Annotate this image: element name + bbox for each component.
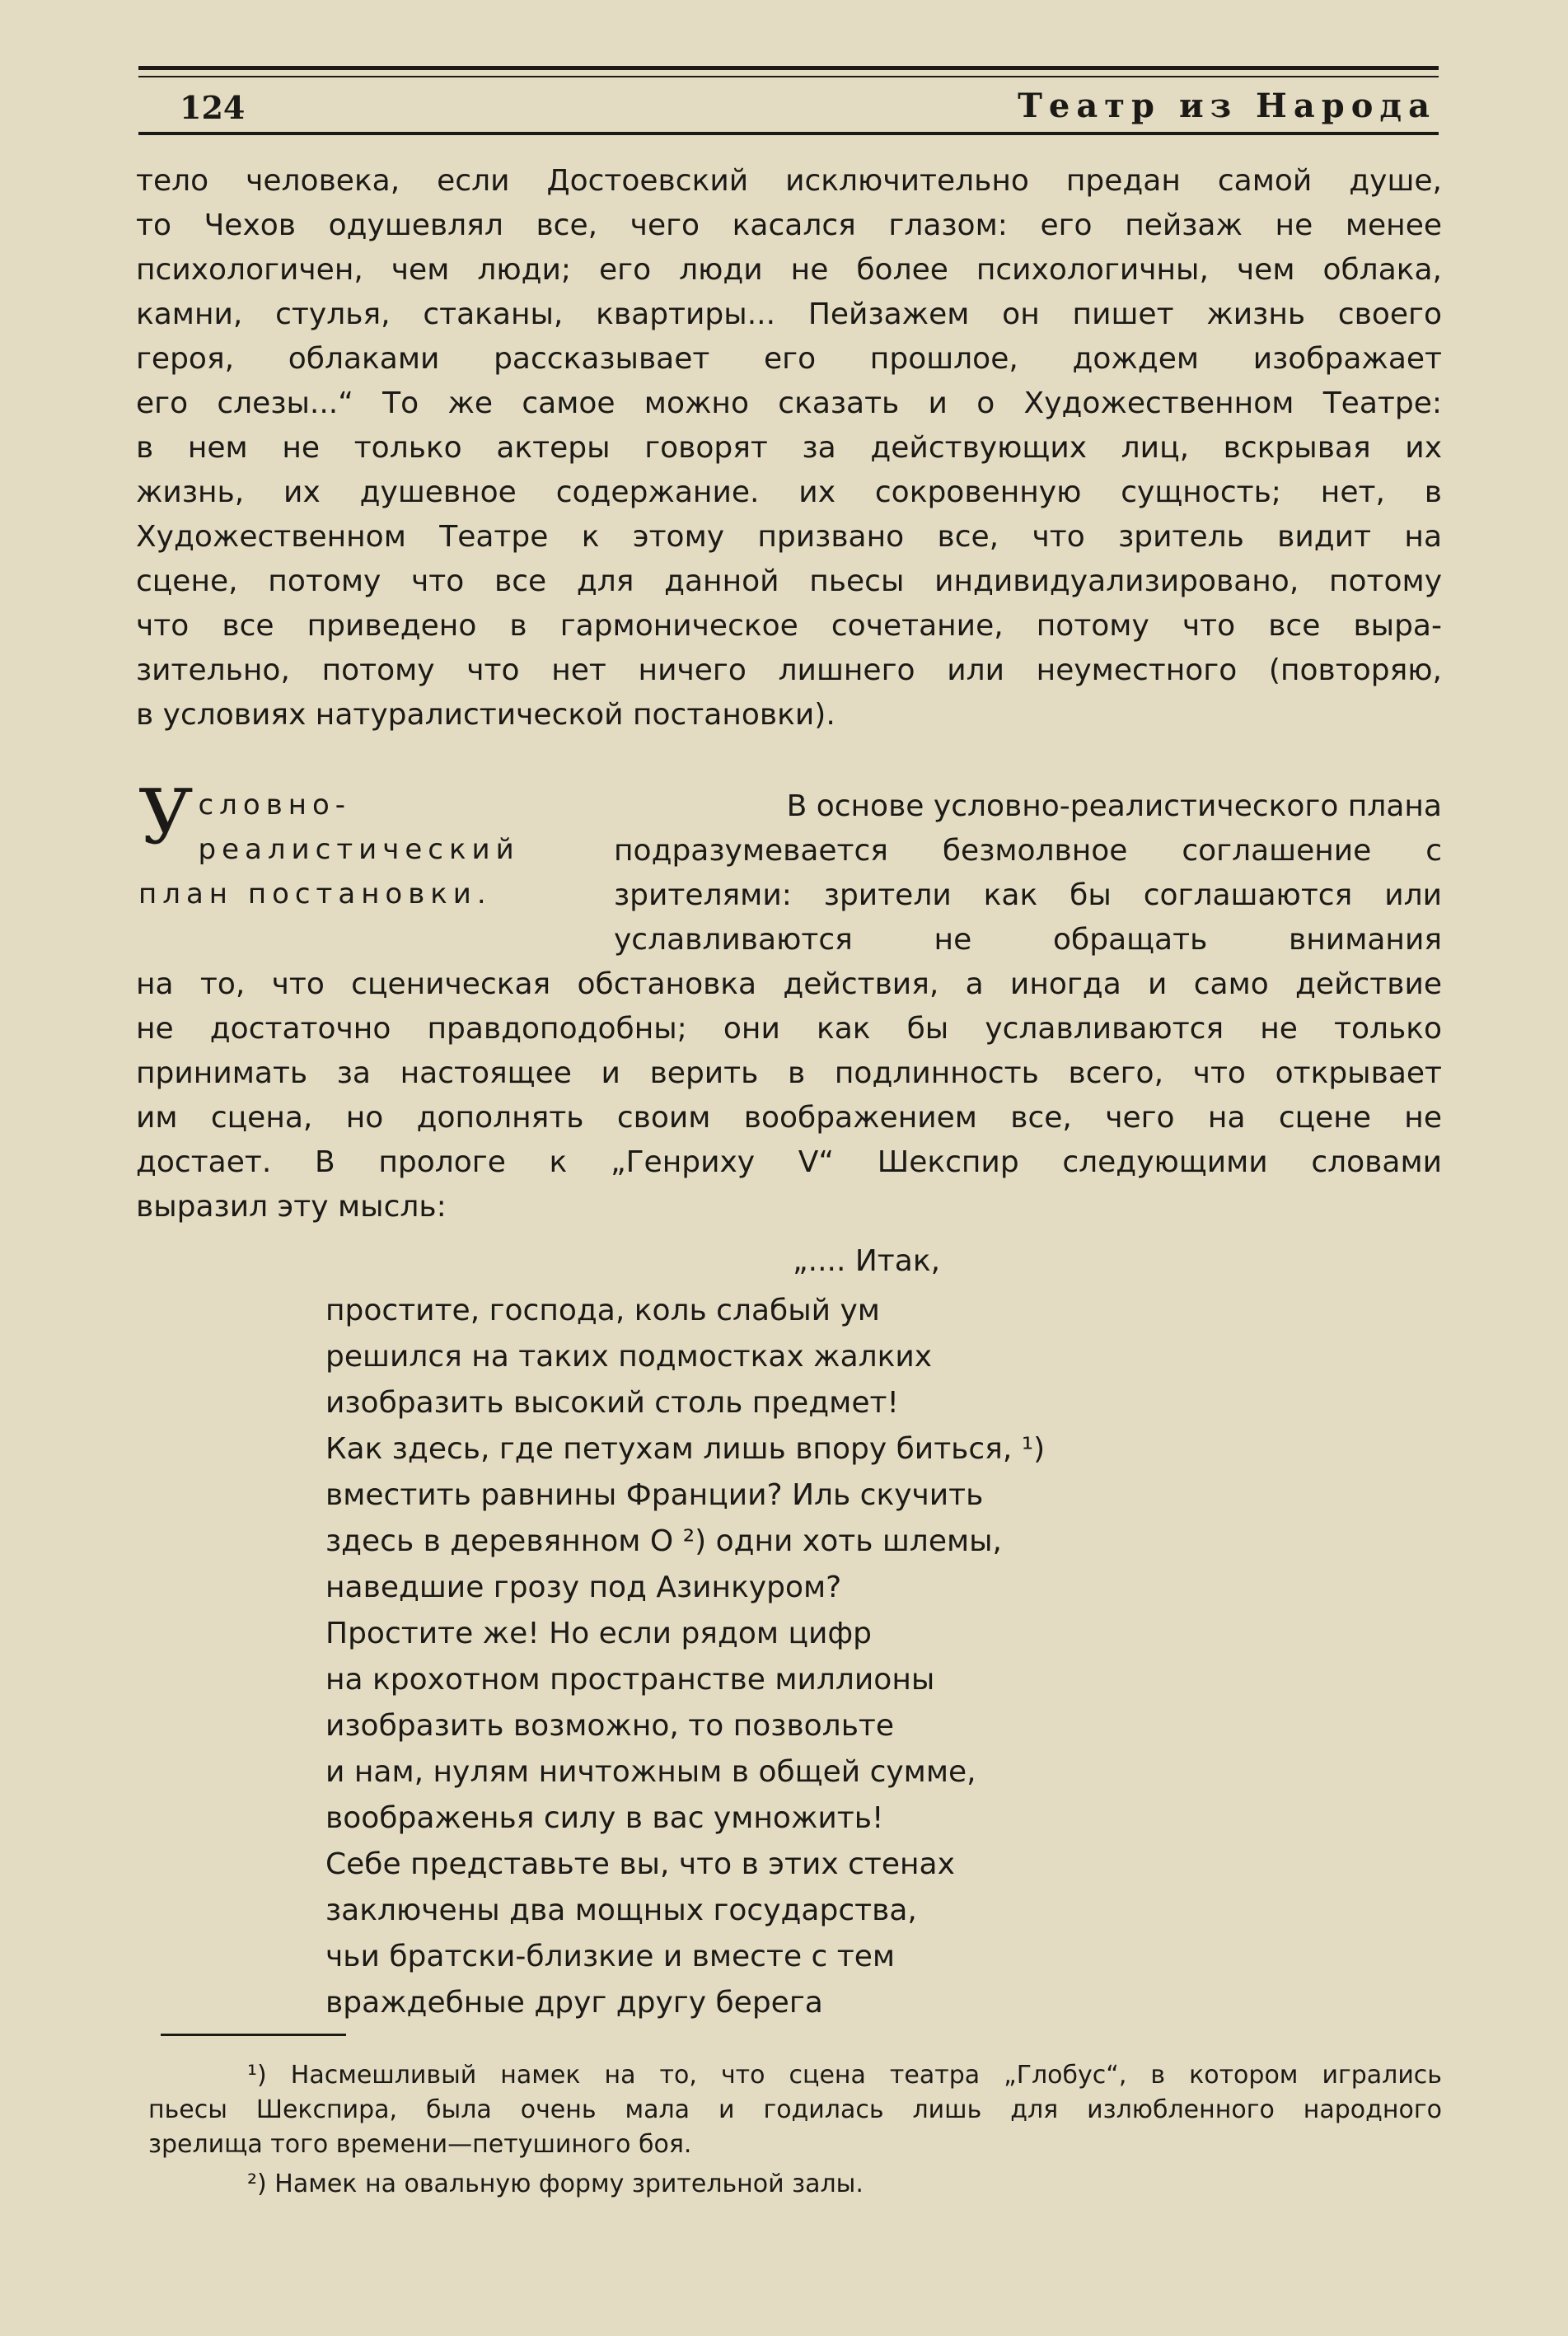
body-line: принимать за настоящее и верить в подлинность всего, что открывает (136, 1056, 1442, 1090)
poem-line: враждебные друг другу берега (325, 1986, 823, 2020)
poem-line: и нам, нулям ничтожным в общей сумме, (325, 1755, 976, 1789)
body-line: камни, стулья, стаканы, квартиры... Пейзажем он пишет жизнь своего (136, 297, 1442, 331)
body-line: на то, что сценическая обстановка действия, а иногда и само действие (136, 967, 1442, 1001)
body-line: им сцена, но дополнять своим воображением все, чего на сцене не (136, 1101, 1442, 1135)
body-line: тело человека, если Достоевский исключительно предан самой душе, (136, 164, 1442, 198)
header-rule-top (138, 66, 1439, 70)
body-line: подразумевается безмолвное соглашение с (614, 834, 1442, 868)
poem-line: простите, господа, коль слабый ум (325, 1294, 880, 1327)
body-line: то Чехов одушевлял все, чего касался глазом: его пейзаж не менее (136, 208, 1442, 242)
poem-line: наведшие грозу под Азинкуром? (325, 1571, 842, 1604)
footnote-rule (161, 2034, 346, 2036)
footnote-line: пьесы Шекспира, была очень мала и годилась лишь для излюбленного народного (148, 2095, 1442, 2124)
body-line: зительно, потому что нет ничего лишнего или неуместного (повторяю, (136, 653, 1442, 687)
poem-line: на крохотном пространстве миллионы (325, 1663, 935, 1697)
poem-line: здесь в деревянном О ²) одни хоть шлемы, (325, 1524, 1002, 1558)
drop-cap: У (138, 773, 194, 861)
body-line: в нем не только актеры говорят за действующих лиц, вскрывая их (136, 431, 1442, 465)
body-line: сцене, потому что все для данной пьесы индивидуализировано, потому (136, 564, 1442, 598)
body-line: уславливаются не обращать внимания (614, 923, 1442, 957)
footnote-line: ¹) Насмешливый намек на то, что сцена театра „Глобус“, в котором игрались (247, 2061, 1442, 2090)
body-line: героя, облаками рассказывает его прошлое, дождем изображает (136, 342, 1442, 376)
body-line: жизнь, их душевное содержание. их сокровенную сущность; нет, в (136, 475, 1442, 509)
page-number: 124 (180, 89, 246, 126)
body-line: выразил эту мысль: (136, 1190, 447, 1224)
poem-line: воображенья силу в вас умножить! (325, 1801, 884, 1835)
body-line: в условиях натуралистической постановки). (136, 698, 835, 732)
side-heading (138, 773, 600, 916)
body-line: психологичен, чем люди; его люди не более психологичны, чем облака, (136, 253, 1442, 287)
poem-line: решился на таких подмостках жалких (325, 1340, 933, 1374)
poem-line: изобразить возможно, то позвольте (325, 1709, 895, 1743)
body-line: не достаточно правдоподобны; они как бы уславливаются не только (136, 1012, 1442, 1046)
body-line: его слезы...“ То же самое можно сказать и о Художественном Театре: (136, 386, 1442, 420)
poem-line: чьи братски-близкие и вместе с тем (325, 1940, 896, 1973)
body-line: что все приведено в гармоническое сочетание, потому что все выра- (136, 609, 1442, 643)
poem-line: Простите же! Но если рядом цифр (325, 1617, 873, 1650)
body-line: достает. В прологе к „Генриху V“ Шекспир следующими словами (136, 1145, 1442, 1179)
body-line: В основе условно-реалистического плана (786, 789, 1442, 823)
poem-line: Себе представьте вы, что в этих стенах (325, 1847, 955, 1881)
poem-line: вместить равнины Франции? Иль скучить (325, 1478, 984, 1512)
footnote-line: ²) Намек на овальную форму зрительной залы. (247, 2170, 864, 2198)
header-rule-thin (138, 76, 1439, 77)
poem-line: изобразить высокий столь предмет! (325, 1386, 899, 1420)
running-title: Театр из Народа (1018, 87, 1436, 125)
poem-line: „.... Итак, (793, 1244, 941, 1278)
header-rule-bottom (138, 132, 1439, 135)
body-line: зрителями: зрители как бы соглашаются или (614, 878, 1442, 912)
poem-line: Как здесь, где петухам лишь впору биться, ¹) (325, 1432, 1046, 1466)
poem-line: заключены два мощных государства, (325, 1894, 917, 1927)
side-heading-text: словно-реалистический план постановки. (138, 789, 520, 911)
footnote-line: зрелища того времени—петушиного боя. (148, 2130, 692, 2159)
body-line: Художественном Театре к этому призвано все, что зритель видит на (136, 520, 1442, 554)
